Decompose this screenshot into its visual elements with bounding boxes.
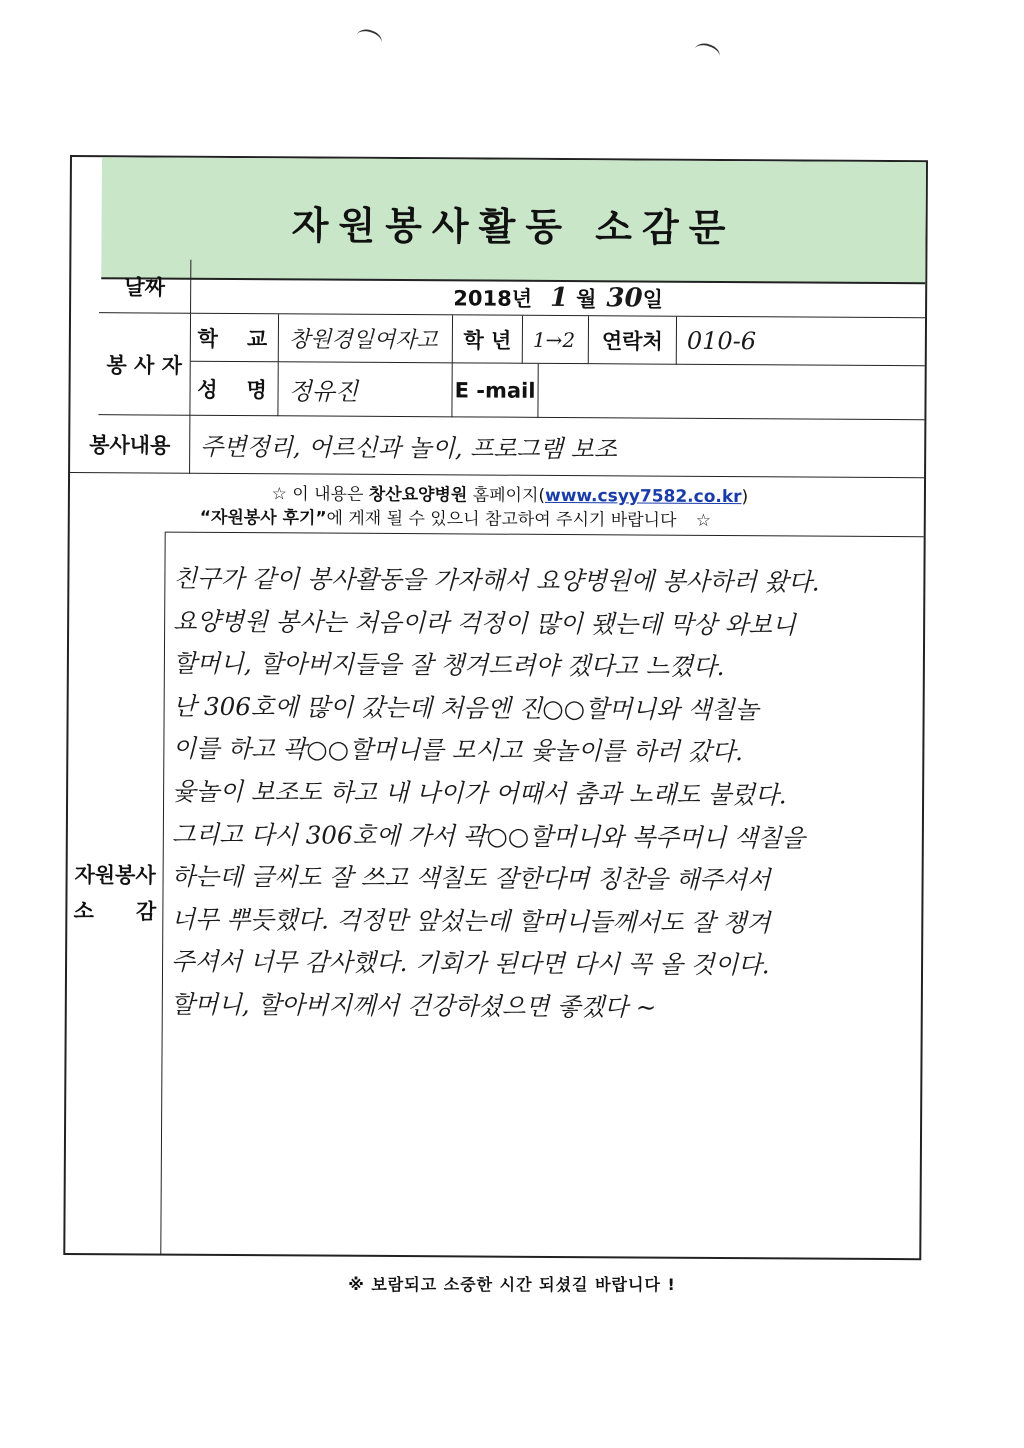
essay-line: 요양병원 봉사는 처음이라 걱정이 많이 됐는데 막상 와보니 xyxy=(173,606,796,640)
notice-quote: “자원봉사 후기” xyxy=(199,507,327,529)
school-label: 학 교 xyxy=(191,314,279,363)
homepage-link[interactable]: www.csyy7582.co.kr xyxy=(544,485,742,508)
impression-form xyxy=(63,155,928,1260)
grade-value: 1→2 xyxy=(523,316,589,364)
star-icon: ☆ xyxy=(695,510,712,531)
volunteer-label: 봉 사 자 xyxy=(98,313,191,416)
impression-label xyxy=(65,531,165,1254)
essay-line: 이를 하고 곽○○할머니를 모시고 윷놀이를 하러 갔다. xyxy=(172,734,744,767)
essay-line: 친구가 같이 봉사활동을 가자해서 요양병원에 봉사하러 왔다. xyxy=(173,563,820,597)
date-label: 날짜 xyxy=(99,259,191,314)
page-title: 자원봉사활동 소감문 xyxy=(291,203,736,251)
school-value: 창원경일여자고 xyxy=(279,314,453,363)
date-value xyxy=(191,278,925,318)
hospital-name: 창산요양병원 xyxy=(368,484,468,506)
date-month-unit: 월 xyxy=(576,286,597,311)
essay-line: 하는데 글씨도 잘 쓰고 색칠도 잘한다며 칭찬을 해주셔서 xyxy=(171,861,771,895)
email-value xyxy=(538,364,924,420)
footer-note: ※ 보람되고 소중한 시간 되셨길 바랍니다 ! xyxy=(348,1275,676,1294)
date-month: 1 xyxy=(549,282,569,313)
notice-text: 에 게재 될 수 있으니 참고하여 주시기 바랍니다 xyxy=(326,508,677,531)
essay-line: 너무 뿌듯했다. 걱정만 앞섰는데 할머니들께서도 잘 챙겨 xyxy=(171,904,771,938)
name-label: 성 명 xyxy=(190,362,278,417)
essay-line: 그리고 다시 306호에 가서 곽○○할머니와 복주머니 색칠을 xyxy=(171,819,806,853)
punch-hole-mark xyxy=(354,26,384,51)
impression-label-line: 소 감 xyxy=(73,899,157,924)
content-value: 주변정리, 어르신과 놀이, 프로그램 보조 xyxy=(190,416,924,478)
punch-hole-mark xyxy=(692,40,722,65)
essay-line: 할머니, 할아버지께서 건강하셨으면 좋겠다 ~ xyxy=(170,989,657,1022)
notice-text: 이 내용은 xyxy=(286,484,369,505)
notice xyxy=(190,482,830,534)
essay-line: 할머니, 할아버지들을 잘 챙겨드려야 겠다고 느꼈다. xyxy=(172,648,725,682)
grade-label: 학 년 xyxy=(453,315,523,363)
content-label: 봉사내용 xyxy=(70,415,190,474)
essay-line: 윷놀이 보조도 하고 내 나이가 어때서 춤과 노래도 불렀다. xyxy=(172,776,787,810)
contact-value: 010-6 xyxy=(677,317,925,367)
contact-label: 연락처 xyxy=(589,316,677,365)
star-icon: ☆ xyxy=(271,484,287,505)
impression-text xyxy=(171,558,914,1031)
notice-text: ) xyxy=(741,487,749,508)
email-label: E -mail xyxy=(452,363,538,418)
name-value: 정유진 xyxy=(278,362,452,417)
date-year: 2018년 xyxy=(453,285,533,311)
essay-line: 주셔서 너무 감사했다. 기회가 된다면 다시 꼭 올 것이다. xyxy=(170,946,770,980)
form-header xyxy=(101,157,926,284)
date-day: 30 xyxy=(606,282,643,314)
impression-label-line: 자원봉사 xyxy=(74,863,156,888)
date-day-unit: 일 xyxy=(642,287,664,312)
essay-line: 난 306호에 많이 갔는데 처음엔 진○○할머니와 색칠놀 xyxy=(172,691,759,724)
notice-text: 홈페이지( xyxy=(467,485,546,506)
